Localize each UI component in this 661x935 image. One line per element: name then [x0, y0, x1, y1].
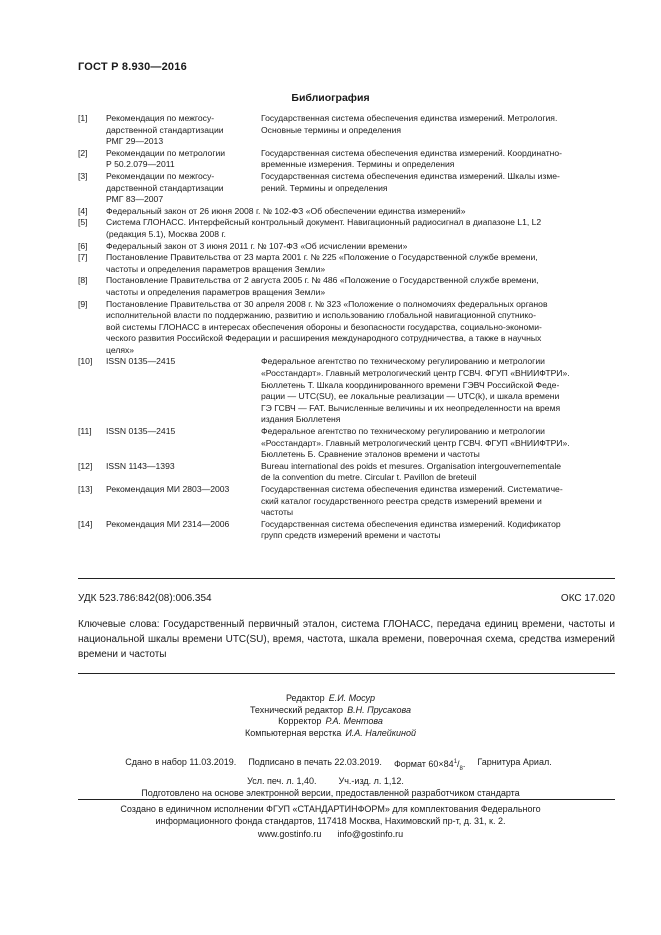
entry-text-line: Система ГЛОНАСС. Интерфейсный контрольный документ. Навигационный радиосигнал в диапазоне L1, L2 [106, 217, 542, 228]
entry-source-line: ISSN 0135—2415 [106, 356, 176, 367]
entry-text-line: Постановление Правительства от 2 августа 2005 г. № 486 «Положение о Государственной службе времени, [106, 275, 539, 286]
entry-text [106, 252, 615, 275]
entry-source-line: Рекомендации по межгосу- [106, 170, 215, 181]
entry-title [261, 426, 615, 461]
entry-title-line: Bureau international des poids et mesures. Organisation intergouvernementale [261, 460, 562, 471]
entry-text-line: Постановление Правительства от 30 апреля 2008 г. № 323 «Положение о полномочиях федеральных органов [106, 298, 548, 309]
entry-title-line: Федеральное агентство по техническому регулированию и метрологии [261, 426, 545, 437]
credit-role: Технический редактор [249, 704, 344, 715]
entry-title-line: Государственная система обеспечения единства измерений. Шкалы изме- [261, 170, 560, 181]
divider-middle [78, 673, 615, 674]
entry-title [261, 461, 615, 484]
entry-text [106, 241, 615, 253]
bibliography-entry [78, 171, 615, 206]
entry-source [106, 113, 261, 148]
entry-title-line: Основные термины и определения [261, 124, 402, 135]
entry-source [106, 171, 261, 206]
entry-source [106, 484, 261, 496]
entry-title-line: Бюллетень Б. Сравнение эталонов времени и частоты [261, 449, 480, 460]
entry-title-line: Бюллетень Т. Шкала координированного времени ГЭВЧ Российской Феде- [261, 379, 560, 390]
entry-source-line: РМГ 83—2007 [106, 194, 164, 205]
bibliography-entry [78, 461, 615, 484]
credit-name: В.Н. Прусакова [347, 704, 412, 715]
entry-number: [8] [78, 275, 88, 286]
oks-code: ОКС 17.020 [560, 593, 615, 604]
entry-text-line: Федеральный закон от 3 июня 2011 г. № 107-ФЗ «Об исчислении времени» [106, 240, 408, 251]
udk-code: УДК 523.786:842(08):006.354 [78, 593, 212, 604]
credit-role: Редактор [285, 693, 325, 703]
bibliography-entry [78, 252, 615, 275]
entry-title [261, 519, 615, 542]
entry-text-line: целях» [106, 344, 135, 355]
typeface: Гарнитура Ариал. [477, 757, 552, 767]
entry-source [106, 426, 261, 438]
entry-title-line: групп средств измерений времени и частоты [261, 530, 441, 541]
bibliography-entry [78, 519, 615, 542]
entry-source-line: Рекомендация по межгосу- [106, 113, 215, 123]
entry-source-line: Рекомендации по метрологии [106, 147, 226, 158]
email-link[interactable]: info@gostinfo.ru [337, 828, 404, 839]
entry-text [106, 217, 615, 240]
credit-name: Р.А. Ментова [325, 716, 383, 727]
entry-source-line: Рекомендация МИ 2803—2003 [106, 484, 230, 494]
entry-title-line: «Росстандарт». Главный метрологический центр ГСВЧ. ФГУП «ВНИИФТРИ». [261, 437, 570, 448]
entry-source-line: Рекомендация МИ 2314—2006 [106, 518, 230, 529]
entry-title-line: Государственная система обеспечения единства измерений. Систематиче- [261, 484, 563, 494]
entry-text-line: Постановление Правительства от 23 марта 2001 г. № 225 «Положение о Государственной службе времени, [106, 252, 538, 263]
entry-number: [14] [78, 518, 93, 529]
footer [0, 803, 661, 840]
entry-title-line: Государственная система обеспечения единства измерений. Метрология. [261, 113, 558, 123]
entry-title-line: Государственная система обеспечения единства измерений. Координатно- [261, 147, 563, 158]
entry-title-line: издания Бюллетеня [261, 414, 341, 425]
entry-title [261, 113, 615, 136]
credit-name: Е.И. Мосур [328, 693, 376, 703]
entry-title [261, 171, 615, 194]
credits-block [0, 693, 661, 739]
signed-date: Подписано в печать 22.03.2019. [248, 757, 382, 767]
credit-name: И.А. Налейкиной [345, 727, 417, 738]
entry-title-line: временные измерения. Термины и определения [261, 159, 455, 170]
paper-format: Формат $60\times 84^1/_8$. [393, 759, 466, 772]
entry-text [106, 299, 615, 357]
bibliography-entry [78, 148, 615, 171]
entry-number: [10] [78, 356, 93, 367]
bibliography-entry [78, 299, 615, 357]
entry-title [261, 484, 615, 519]
entry-source [106, 148, 261, 171]
entry-source-line: дарственной стандартизации [106, 124, 224, 135]
footer-line-2: информационного фонда стандартов, 117418 Москва, Нахимовский пр-т, д. 31, к. 2. [155, 816, 506, 827]
entry-source-line: Р 50.2.079—2011 [106, 159, 175, 170]
divider-bottom [78, 799, 615, 800]
entry-source [106, 519, 261, 531]
publication-info [0, 756, 661, 799]
entry-text-line: частоты и определения параметров вращения Земли» [106, 286, 326, 297]
print-sheets: Усл. печ. л. 1,40. [247, 775, 317, 786]
bibliography-entry [78, 275, 615, 298]
entry-title-line: ский каталог государственного реестра средств измерений времени и [261, 495, 542, 506]
document-code: ГОСТ Р 8.930—2016 [78, 61, 187, 73]
entry-source-line: РМГ 29—2013 [106, 136, 164, 147]
credit-role: Компьютерная верстка [244, 727, 342, 738]
entry-text-line: частоты и определения параметров вращения Земли» [106, 263, 326, 274]
entry-number: [5] [78, 217, 88, 228]
entry-title-line: частоты [261, 507, 294, 518]
entry-title-line: рации — UTC(SU), ее локальные реализации — UTC(k), и шкала времени [261, 391, 560, 402]
entry-number: [12] [78, 460, 93, 471]
entry-title-line: рений. Термины и определения [261, 182, 388, 193]
divider-top [78, 578, 615, 579]
bibliography-entry [78, 484, 615, 519]
entry-number: [11] [78, 426, 92, 437]
entry-title [261, 356, 615, 426]
credit-line [0, 693, 661, 705]
entry-number: [1] [78, 113, 88, 123]
bibliography-title: Библиография [291, 92, 370, 104]
entry-text-line: вой системы ГЛОНАСС в интересах обеспечения обороны и безопасности государства, социально-экономи- [106, 321, 542, 332]
entry-source [106, 461, 261, 473]
entry-number: [3] [78, 170, 88, 181]
entry-number: [4] [78, 205, 88, 216]
credit-line [0, 728, 661, 740]
credit-line [0, 705, 661, 717]
bibliography-entry [78, 356, 615, 426]
submitted-date: Сдано в набор 11.03.2019. [125, 757, 237, 767]
entry-text-line: исполнительной власти по поддержанию, развитию и использованию глобальной навигационной спутнико- [106, 310, 536, 321]
bibliography-entry [78, 426, 615, 461]
bibliography-entry [78, 113, 615, 148]
prepared-note: Подготовлено на основе электронной версии, предоставленной разработчиком стандарта [141, 787, 520, 798]
entry-source-line: дарственной стандартизации [106, 182, 224, 193]
bibliography-entry [78, 217, 615, 240]
keywords: Ключевые слова: Государственный первичный эталон, система ГЛОНАСС, передача единиц времени, частоты и национальной шкалы времени UTC(SU), время, частота, шкала времени, поверочная схема, средства измерений времени и частоты [78, 619, 615, 660]
entry-number: [9] [78, 298, 88, 309]
bibliography-entry [78, 206, 615, 218]
entry-number: [13] [78, 484, 93, 494]
entry-text [106, 206, 615, 218]
entry-title-line: «Росстандарт». Главный метрологический центр ГСВЧ. ФГУП «ВНИИФТРИ». [261, 368, 570, 379]
entry-source-line: ISSN 1143—1393 [106, 460, 175, 471]
entry-source [106, 356, 261, 368]
entry-title-line: Государственная система обеспечения единства измерений. Кодификатор [261, 518, 561, 529]
entry-text [106, 275, 615, 298]
credit-role: Корректор [278, 716, 322, 727]
entry-number: [6] [78, 240, 88, 251]
entry-title-line: de la convention du metre. Circular t. Pavillon de breteuil [261, 472, 477, 483]
entry-text-line: (редакция 5.1), Москва 2008 г. [106, 228, 226, 239]
entry-title [261, 148, 615, 171]
credit-line [0, 716, 661, 728]
bibliography-list [78, 113, 615, 542]
entry-title-line: Федеральное агентство по техническому регулированию и метрологии [261, 356, 545, 367]
publisher-sheets: Уч.-изд. л. 1,12. [338, 775, 404, 786]
entry-text-line: ческого развития Российской Федерации и расширения международного сотрудничества, а также в научных [106, 333, 542, 344]
entry-title-line: ГЭ ГСВЧ — FAT. Вычисленные величины и их неопределенности на время [261, 402, 561, 413]
entry-number: [2] [78, 147, 88, 158]
entry-text-line: Федеральный закон от 26 июня 2008 г. № 102-ФЗ «Об обеспечении единства измерений» [106, 205, 466, 216]
footer-line-1: Создано в единичном исполнении ФГУП «СТАНДАРТИНФОРМ» для комплектования Федерального [120, 804, 541, 814]
entry-source-line: ISSN 0135—2415 [106, 426, 176, 437]
entry-number: [7] [78, 252, 88, 263]
website-link[interactable]: www.gostinfo.ru [257, 828, 322, 839]
bibliography-entry [78, 241, 615, 253]
